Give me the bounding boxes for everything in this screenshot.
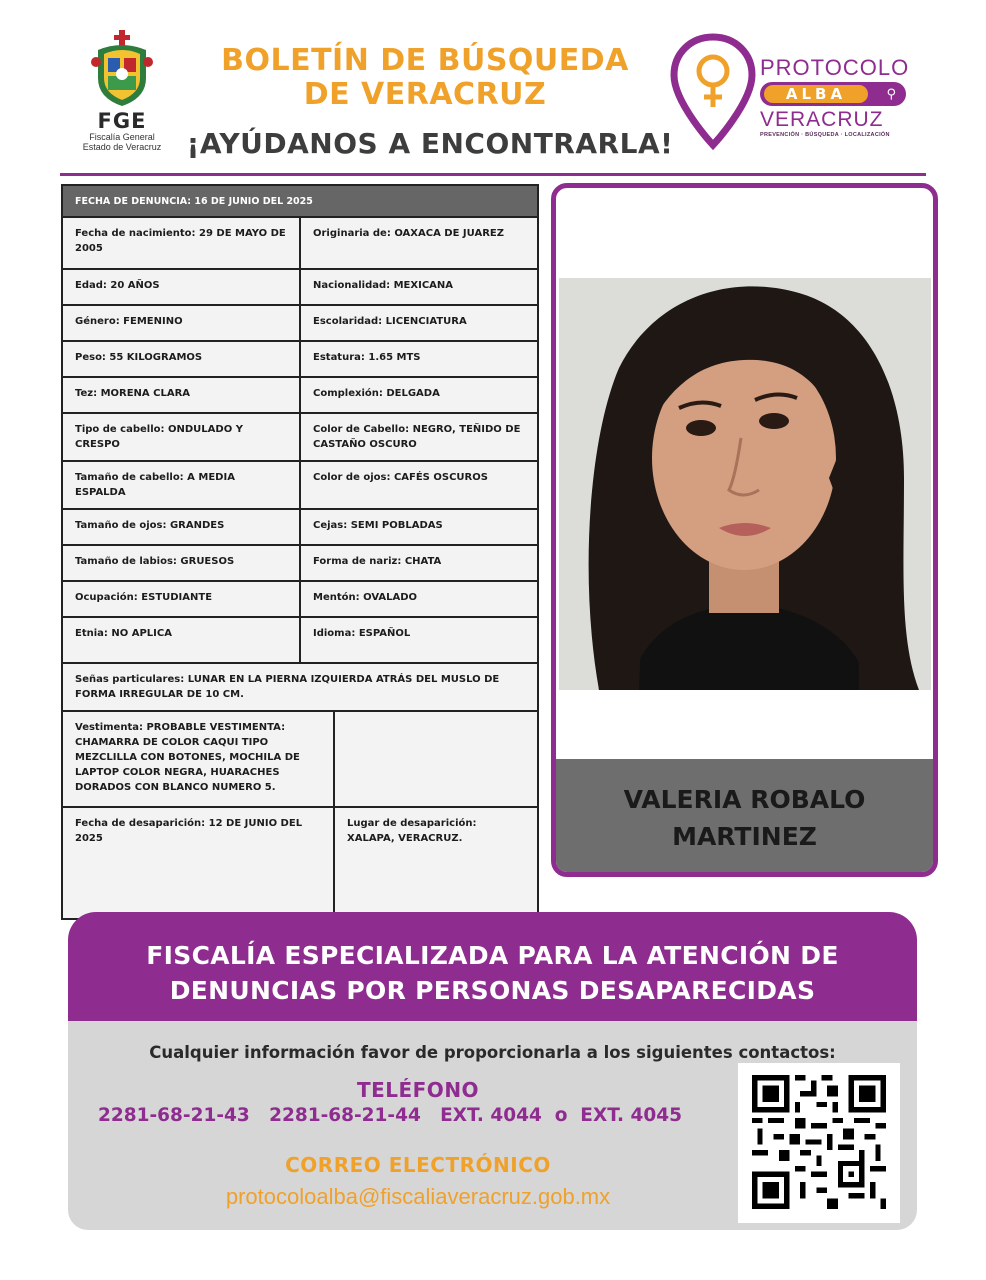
alba-label: ALBA [764,85,868,103]
email-label: CORREO ELECTRÓNICO [285,1153,551,1177]
build: Complexión: DELGADA [300,377,538,413]
language: Idioma: ESPAÑOL [300,617,538,663]
origin: Originaria de: OAXACA DE JUAREZ [300,217,538,269]
phone-label: TELÉFONO [356,1078,480,1102]
disappearance-place: Lugar de desaparición: XALAPA, VERACRUZ. [347,818,477,844]
alba-badge [760,82,906,106]
gender: Género: FEMENINO [62,305,300,341]
contact-intro: Cualquier información favor de proporcionarla a los siguientes contactos: [149,1043,836,1062]
bulletin-title-line1: BOLETÍN DE BÚSQUEDA [221,43,629,78]
bulletin-title-line2: DE VERACRUZ [303,77,547,112]
nose-shape: Forma de nariz: CHATA [300,545,538,581]
missing-person-details-table [61,184,539,920]
contact-panel [68,1021,917,1230]
qr-code-icon [752,1075,886,1209]
agency-name-line1: FISCALÍA ESPECIALIZADA PARA LA ATENCIÓN DE [146,941,839,970]
hair-color: Color de Cabello: NEGRO, TEÑIDO DE CASTAÑO OSCURO [300,413,538,461]
agency-name [68,938,917,1008]
report-date: FECHA DE DENUNCIA: 16 DE JUNIO DEL 2025 [62,185,538,217]
fge-abbreviation: FGE [97,109,147,133]
ethnicity: Etnia: NO APLICA [62,617,300,663]
person-name-line1: VALERIA ROBALO [623,785,866,814]
chin: Mentón: OVALADO [300,581,538,617]
occupation: Ocupación: ESTUDIANTE [62,581,300,617]
weight: Peso: 55 KILOGRAMOS [62,341,300,377]
clothing: Vestimenta: PROBABLE VESTIMENTA: CHAMARRA DE COLOR CAQUI TIPO MEZCLILLA CON BOTONES, MOCHILA DE LAPTOP COLOR NEGRA, HUARACHES DORADOS CON BLANCO NUMERO 5. [63,712,335,806]
eye-size: Tamaño de ojos: GRANDES [62,509,300,545]
portrait-illustration [559,278,931,690]
disappearance-row [62,807,538,919]
distinguishing-marks: Señas particulares: LUNAR EN LA PIERNA IZQUIERDA ATRÁS DEL MUSLO DE FORMA IRREGULAR DE 10 CM. [62,663,538,711]
hair-length: Tamaño de cabello: A MEDIA ESPALDA [62,461,300,509]
protocolo-alba-wordmark [760,56,910,139]
phone-numbers[interactable]: 2281-68-21-43 2281-68-21-44 EXT. 4044 o EXT. 4045 [98,1105,682,1126]
eye-color: Color de ojos: CAFÉS OSCUROS [300,461,538,509]
fge-logo [70,28,174,160]
person-name [556,781,933,855]
fge-name-line1: Fiscalía General [89,132,155,142]
height: Estatura: 1.65 MTS [300,341,538,377]
email-link[interactable]: protocoloalba@fiscaliaveracruz.gob.mx [225,1184,611,1209]
person-photo [559,278,931,690]
veracruz-label: VERACRUZ [760,108,884,131]
agency-name-line2: DENUNCIAS POR PERSONAS DESAPARECIDAS [169,976,816,1005]
clothing-row [62,711,538,807]
agency-banner [68,912,917,1021]
eyebrows: Cejas: SEMI POBLADAS [300,509,538,545]
search-icon: ⚲ [886,86,896,101]
birth-date: Fecha de nacimiento: 29 DE MAYO DE 2005 [62,217,300,269]
complexion-skin: Tez: MORENA CLARA [62,377,300,413]
lip-size: Tamaño de labios: GRUESOS [62,545,300,581]
qr-code[interactable] [738,1063,900,1223]
person-name-line2: MARTINEZ [672,822,817,851]
clothing-empty-cell [335,712,537,806]
protocol-tagline: PREVENCIÓN · BÚSQUEDA · LOCALIZACIÓN [760,132,890,138]
female-symbol-pin-icon [670,33,756,151]
disappearance-date: Fecha de desaparición: 12 DE JUNIO DEL 2025 [63,808,335,918]
fge-name-line2: Estado de Veracruz [82,142,162,152]
coat-of-arms-icon [90,28,154,108]
age: Edad: 20 AÑOS [62,269,300,305]
education: Escolaridad: LICENCIATURA [300,305,538,341]
header-divider [60,173,926,176]
nationality: Nacionalidad: MEXICANA [300,269,538,305]
photo-card [551,183,938,877]
bulletin-title [190,44,660,112]
bulletin-subtitle: ¡AYÚDANOS A ENCONTRARLA! [186,127,674,160]
protocolo-alba-logo [670,33,756,151]
person-name-band [556,759,933,877]
hair-type: Tipo de cabello: ONDULADO Y CRESPO [62,413,300,461]
protocolo-label: PROTOCOLO [760,55,910,80]
